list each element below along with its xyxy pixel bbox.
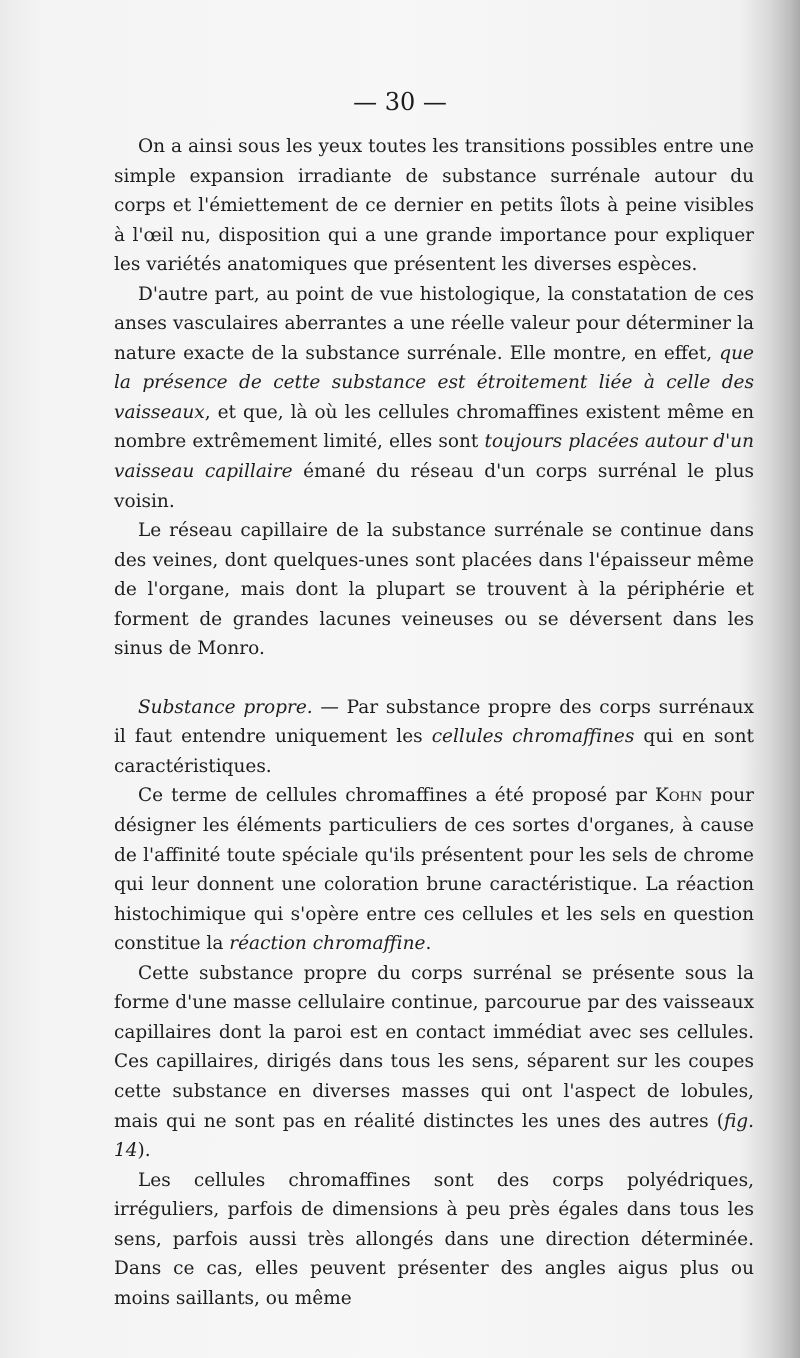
text-run: Ce terme de cellules chromaffines a été proposé par — [138, 785, 655, 807]
page-number: — 30 — — [353, 88, 447, 116]
text-run: — Par substance propre des corps surrénaux il faut entendre uniquement les — [114, 696, 754, 748]
paragraph-p4 — [114, 693, 754, 782]
text-run: D'autre part, au point de vue histologique, la constatation de ces anses vasculaires aberrantes a une réelle valeur pour déterminer la nature exacte de la substance surrénale. Elle montre, en effet, — [114, 283, 754, 364]
author-name: Kohn — [655, 785, 703, 807]
text-run: On a ainsi sous les yeux toutes les transitions possibles entre une simple expansion irradiante de substance surrénale autour du corps et l'émiettement de ce dernier en petits îlots à peine visibles à l'œil nu, disposition qui a une grande importance pour expliquer les variétés anatomiques que présentent les diverses espèces. — [114, 136, 754, 276]
paragraph-p5 — [114, 781, 754, 958]
italic-text: réaction chromaffine — [229, 933, 426, 955]
text-run: , et que, là où les cellules chromaffines existent même en nombre extrêmement limité, elles sont — [114, 401, 754, 453]
italic-text: cellules chromaffines — [431, 726, 635, 748]
text-run: . — [425, 933, 432, 955]
body-text — [114, 132, 754, 1313]
paragraph-p2 — [114, 280, 754, 516]
text-run: Les cellules chromaffines sont des corps polyédriques, irréguliers, parfois de dimensions à peu près égales dans tous les sens, parfois aussi très allongés dans une direction déterminée. Dans ce cas, elles peuvent présenter des angles aigus plus ou moins saillants, ou même — [114, 1169, 754, 1309]
text-run: ). — [137, 1140, 151, 1162]
text-run: Cette substance propre du corps surrénal se présente sous la forme d'une masse cellulaire continue, parcourue par des vaisseaux capillaires dont la paroi est en contact immédiat avec ses cellules. Ces capillaires, dirigés dans tous les sens, séparent sur les coupes cette substance en diverses masses qui ont l'aspect de lobules, mais qui ne sont pas en réalité distinctes les unes des autres ( — [114, 962, 754, 1132]
italic-text: que la présence de cette substance est étroitement liée à celle des vaisseaux — [114, 342, 754, 423]
text-run: pour désigner les éléments particuliers de ces sortes d'organes, à cause de l'affinité toute spéciale qu'ils présentent pour les sels de chrome qui leur donnent une coloration brune caractéristique. La réaction histochimique qui s'opère entre ces cellules et les sels en question constitue la — [114, 785, 754, 955]
paragraph-p6 — [114, 959, 754, 1166]
italic-text: fig. 14 — [114, 1110, 754, 1162]
paragraph-p1 — [114, 132, 754, 280]
italic-text: toujours placées autour d'un vaisseau capillaire — [114, 431, 754, 483]
text-run: qui en sont caractéristiques. — [114, 726, 754, 777]
italic-text: Substance propre. — [138, 696, 313, 718]
text-run: émané du réseau d'un corps surrénal le plus voisin. — [114, 461, 754, 512]
paragraph-p7 — [114, 1166, 754, 1314]
paragraph-p3 — [114, 516, 754, 664]
text-run: Le réseau capillaire de la substance surrénale se continue dans des veines, dont quelques-unes sont placées dans l'épaisseur même de l'organe, mais dont la plupart se trouvent à la périphérie et forment de grandes lacunes veineuses ou se déversent dans les sinus de Monro. — [114, 520, 754, 660]
